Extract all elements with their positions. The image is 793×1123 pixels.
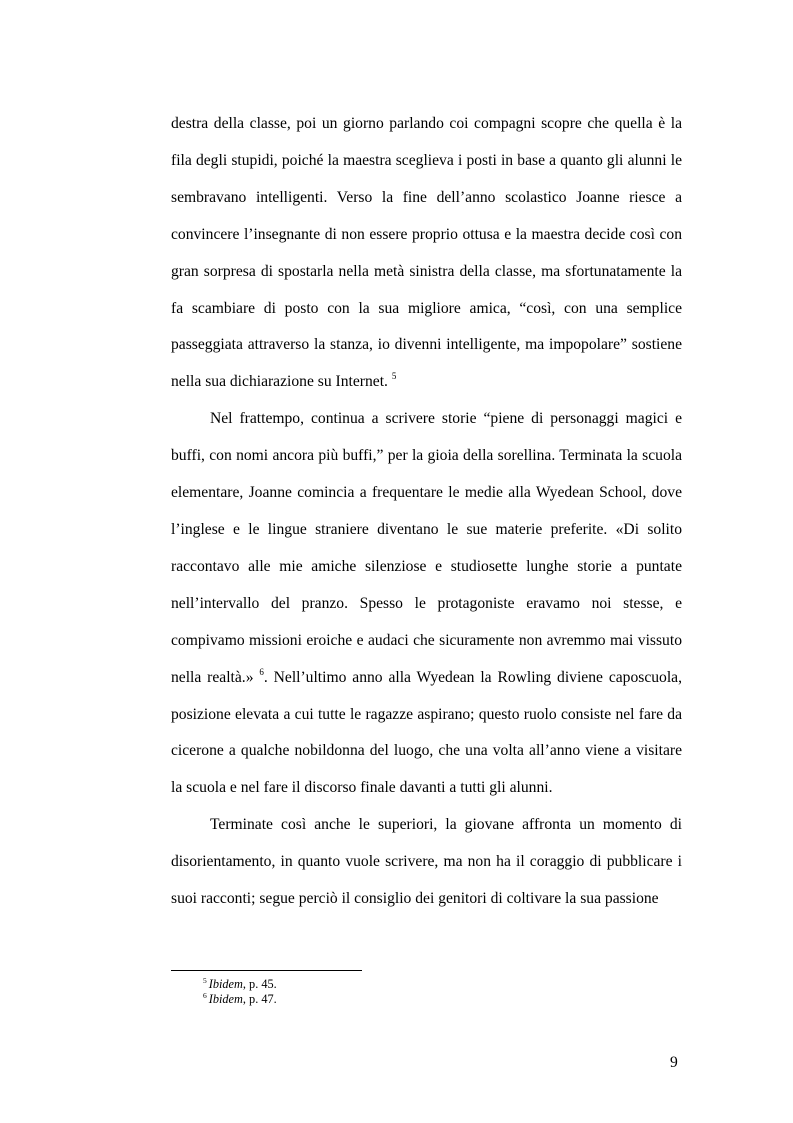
footnote-5 (203, 977, 277, 992)
paragraph-1-text: destra della classe, poi un giorno parlando coi compagni scopre che quella è la fila degli stupidi, poiché la maestra sceglieva i posti in base a quanto gli alunni le sembravano intelligenti. Verso la fine dell’anno scolastico Joanne riesce a convincere l’insegnante di non essere proprio ottusa e la maestra decide così con gran sorpresa di spostarla nella metà sinistra della classe, ma sfortunatamente la fa scambiare di posto con la sua migliore amica, “così, con una semplice passeggiata attraverso la stanza, io divenni intelligente, ma impopolare” sostiene nella sua dichiarazione su Internet. (171, 115, 682, 391)
paragraph-2-text-after: . Nell’ultimo anno alla Wyedean la Rowling diviene caposcuola, posizione elevata a cui tutte le ragazze aspirano; questo ruolo consiste nel fare da cicerone a qualche nobildonna del luogo, che una volta all’anno viene a visitare la scuola e nel fare il discorso finale davanti a tutti gli alunni. (171, 668, 682, 797)
footnote-6-number: 6 (203, 991, 207, 1000)
body-text (171, 106, 682, 918)
paragraph-3 (171, 807, 682, 918)
footnote-6-source: Ibidem (208, 992, 243, 1006)
footnote-ref-6: 6 (259, 666, 264, 677)
paragraph-3-text: Terminate così anche le superiori, la giovane affronta un momento di disorientamento, in quanto vuole scrivere, ma non ha il coraggio di pubblicare i suoi racconti; segue perciò il consiglio dei genitori di coltivare la sua passione (171, 816, 682, 908)
footnote-5-number: 5 (203, 976, 207, 985)
footnote-separator (171, 970, 362, 971)
footnotes (203, 977, 277, 1007)
paragraph-1 (171, 106, 682, 401)
footnote-ref-5: 5 (391, 371, 397, 382)
footnote-5-rest: , p. 45. (242, 977, 277, 991)
paragraph-2-text-before: Nel frattempo, continua a scrivere storie “piene di personaggi magici e buffi, con nomi ancora più buffi,” per la gioia della sorellina. Terminata la scuola elementare, Joanne comincia a frequentare le medie alla Wyedean School, dove l’inglese e le lingue straniere diventano le sue materie preferite. «Di solito raccontavo alle mie amiche silenziose e studiosette lunghe storie a puntate nell’intervallo del pranzo. Spesso le protagoniste eravamo noi stesse, e compivamo missioni eroiche e audaci che sicuramente non avremmo mai vissuto nella realtà.» (171, 410, 682, 686)
footnote-6-rest: , p. 47. (242, 992, 277, 1006)
footnote-6 (203, 992, 277, 1007)
page-number: 9 (670, 1054, 678, 1071)
footnote-5-source: Ibidem (208, 977, 243, 991)
paragraph-2 (171, 401, 682, 807)
